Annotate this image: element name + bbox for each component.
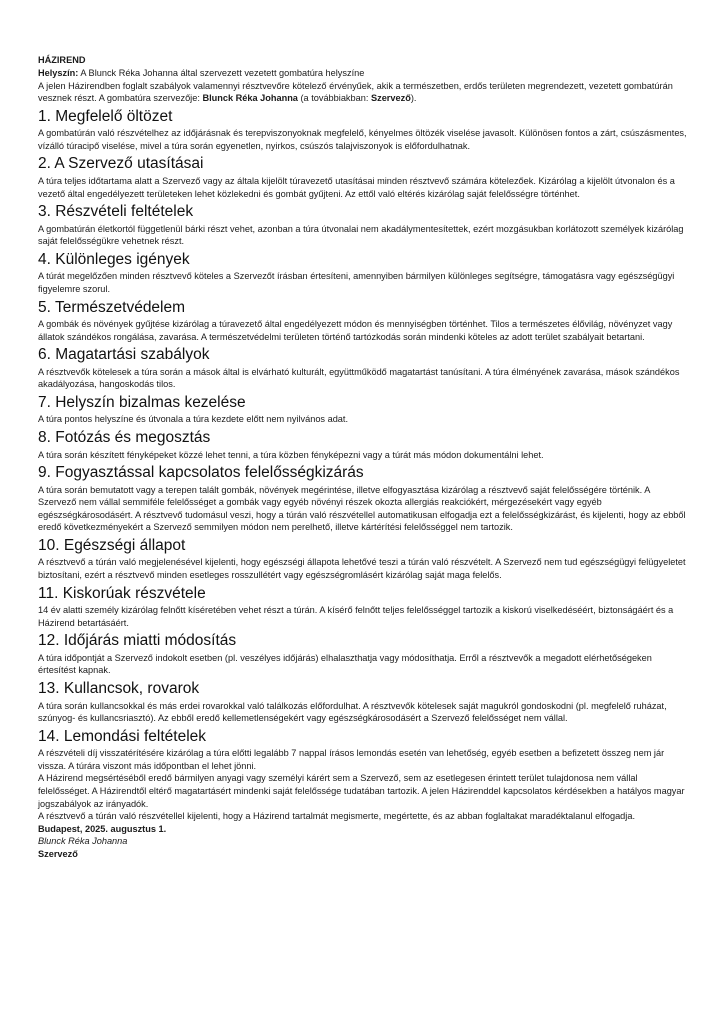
section-heading: 14. Lemondási feltételek	[38, 727, 207, 745]
section-heading: 13. Kullancsok, rovarok	[38, 680, 200, 698]
section-paragraph: A gombatúrán életkortól függetlenül bárki részt vehet, azonban a túra útvonalai nem akadálymentesítettek, ezért mozgásukban korlátozott személyek kizárólag saját felelősségükre vehetnek részt.	[38, 223, 684, 247]
section-heading: 9. Fogyasztással kapcsolatos felelősségkizárás	[38, 464, 364, 482]
signature-role: Szervező	[38, 848, 78, 859]
section-paragraph: A részvételi díj visszatérítésére kizárólag a túra előtti legalább 7 nappal írásos lemondás esetén van lehetőség, egyéb esetben a befizetett összeg nem jár vissza. A túrára viszont más időpontban el lehet jönni.	[38, 748, 665, 771]
intro-text-2: (a továbbiakban:	[297, 93, 371, 104]
section-heading: 2. A Szervező utasításai	[38, 155, 204, 173]
location-label: Helyszín:	[38, 68, 79, 78]
document-title: HÁZIREND	[38, 55, 86, 65]
section-paragraph: A túra során készített fényképeket közzé lehet tenni, a túra közben fényképezni vagy a túrát más módon dokumentálni lehet.	[38, 449, 544, 460]
intro-organizer: Blunck Réka Johanna	[202, 93, 298, 104]
section-paragraph: A túra során bemutatott vagy a terepen talált gombák, növények megérintése, illetve elfogyasztása kizárólag a résztvevő saját felelősségére történik. A Szervező nem vállal semmiféle felelősséget a gombák vagy egyéb növényi részek okozta allergiás reakciókért, mérgezésekért vagy egyéb egészségkárosodásért. A résztvevő tudomásul veszi, hogy a túrán való részvétellel automatikusan elfogadja ezt a felelősségkizárást, és kijelenti, hogy az ebből eredő következményekért a Szervező semmilyen módon nem perelhető, illetve kártérítési felelősséggel nem tartozik.	[38, 484, 686, 533]
section-heading: 10. Egészségi állapot	[38, 536, 186, 554]
section-paragraph: A résztvevő a túrán való részvétellel kijelenti, hogy a Házirend tartalmát megismerte, megértette, és az abban foglaltakat maradéktalanul elfogadja.	[38, 811, 635, 822]
intro-paragraph	[38, 80, 690, 105]
section-heading: 3. Részvételi feltételek	[38, 203, 194, 221]
section-paragraph: A résztvevők kötelesek a túra során a mások által is elvárható kulturált, együttműködő magatartást tanúsítani. A túra élményének zavarása, mások szándékos akadályozása, hangoskodás tilos.	[38, 366, 680, 390]
section-heading: 4. Különleges igények	[38, 250, 190, 268]
signature-block	[38, 823, 690, 861]
signature-name: Blunck Réka Johanna	[38, 836, 128, 847]
section-heading: 6. Magatartási szabályok	[38, 346, 210, 364]
section-paragraph: A gombatúrán való részvételhez az időjárásnak és terepviszonyoknak megfelelő, kényelmes öltözék viselése javasolt. Különösen fontos a zárt, csúszásmentes, vízálló túracipő viselése, mivel a túra során egyenetlen, nyirkos, csúszós talajviszonyok is előfordulhatnak.	[38, 128, 687, 151]
section-paragraph: A túra teljes időtartama alatt a Szervező vagy az általa kijelölt túravezető utasításai minden résztvevő számára kötelezőek. Kizárólag a kijelölt útvonalon és a vezető által engedélyezett területeken lehet közlekedni és gombát gyűjteni. Az ettől való eltérés kizárólag saját felelősségre történhet.	[38, 175, 675, 199]
intro-text-3: ).	[410, 93, 417, 104]
section-heading: 1. Megfelelő öltözet	[38, 107, 173, 125]
location-text: A Blunck Réka Johanna által szervezett vezetett gombatúra helyszíne	[78, 68, 365, 78]
intro-short-name: Szervező	[370, 93, 411, 104]
section-paragraph: A túra pontos helyszíne és útvonala a túra kezdete előtt nem nyilvános adat.	[38, 414, 349, 425]
document-page	[38, 54, 690, 861]
section-paragraph: A Házirend megsértéséből eredő bármilyen anyagi vagy személyi kárért sem a Szervező, sem az esetlegesen érintett terület tulajdonosa nem vállal felelősséget. A Házirendtől eltérő magatartásért mindenki saját felelőssége tudatában tartozik. A jelen Házirenddel kapcsolatos kérdésekben a hatályos magyar jogszabályok az irányadók.	[38, 773, 685, 809]
section-paragraph: A túra időpontját a Szervező indokolt esetben (pl. veszélyes időjárás) elhalaszthatja vagy módosíthatja. Erről a résztvevők a megadott elérhetőségeken értesítést kapnak.	[38, 652, 652, 676]
section-heading: 5. Természetvédelem	[38, 298, 186, 316]
sections-container	[38, 107, 690, 823]
section-paragraph: A résztvevő a túrán való megjelenésével kijelenti, hogy egészségi állapota lehetővé teszi a túrán való részvételt. A Szervező nem tud egészségügyi felügyeletet biztosítani, ezért a résztvevő minden esetleges rosszullétért vagy egészségromlásért kizárólag saját maga felelős.	[38, 557, 686, 581]
signature-date: Budapest, 2025. augusztus 1.	[38, 823, 167, 834]
section-heading: 12. Időjárás miatti módosítás	[38, 632, 237, 650]
section-heading: 8. Fotózás és megosztás	[38, 429, 211, 446]
section-paragraph: 14 év alatti személy kizárólag felnőtt kíséretében vehet részt a túrán. A kísérő felnőtt teljes felelősséggel tartozik a kiskorú viselkedéséért, biztonságáért és a Házirend betartásáért.	[38, 605, 674, 628]
section-paragraph: A túrát megelőzően minden résztvevő köteles a Szervezőt írásban értesíteni, amennyiben bármilyen különleges segítségre, támogatásra vagy egészségügyi figyelemre szorul.	[38, 271, 675, 294]
section-paragraph: A túra során kullancsokkal és más erdei rovarokkal való találkozás előfordulhat. A résztvevők kötelesek saját magukról gondoskodni (pl. megfelelő ruházat, szúnyog- és kullancsriasztó). Az ebből eredő kellemetlenségekért vagy egészségkárosodásért a Szervező felelősséget nem vállal.	[38, 700, 667, 724]
section-paragraph: A gombák és növények gyűjtése kizárólag a túravezető által engedélyezett módon és mennyiségben történhet. Tilos a természetes élővilág, növényzet vagy állatok szándékos rongálása, zavarása. A természetvédelmi területen történő tartózkodás során mindenki köteles az adott terület szabályait betartani.	[38, 319, 673, 342]
intro-text-1: A jelen Házirendben foglalt szabályok valamennyi résztvevőre kötelező érvényűek, akik a természetben, erdős területen megrendezett, vezetett gombatúrán vesznek részt. A gombatúra szervezője:	[38, 80, 673, 104]
section-heading: 11. Kiskorúak részvétele	[38, 584, 206, 602]
location-line	[38, 67, 690, 80]
section-heading: 7. Helyszín bizalmas kezelése	[38, 393, 246, 411]
